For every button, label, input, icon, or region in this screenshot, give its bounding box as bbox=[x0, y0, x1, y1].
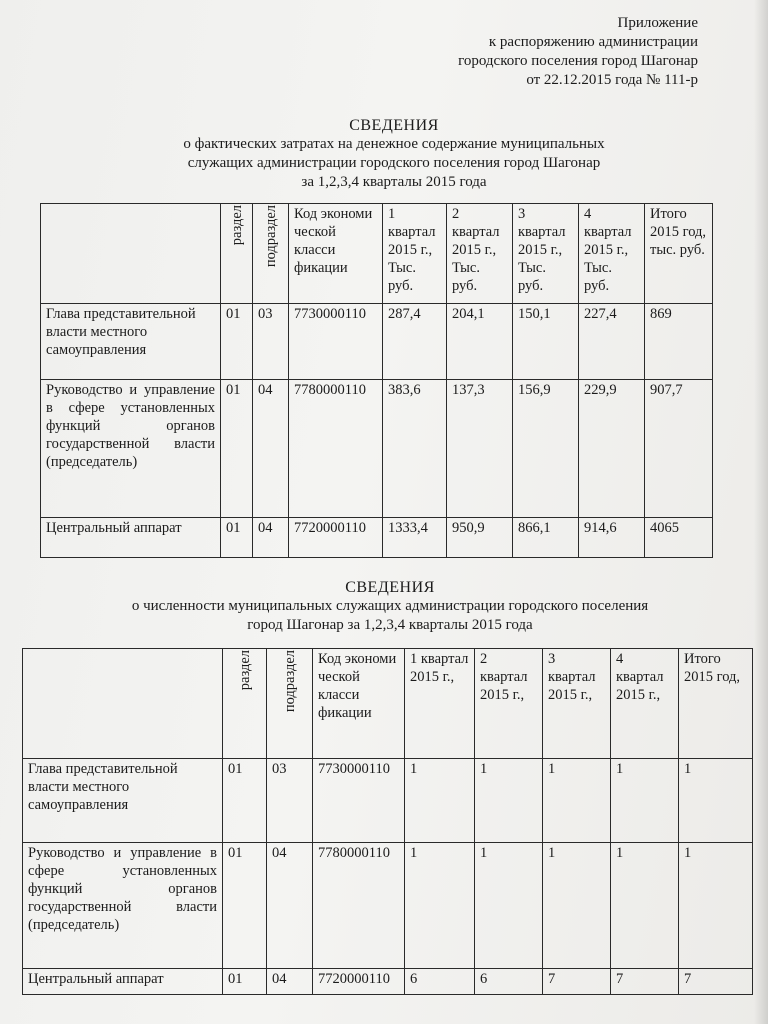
row-q2: 137,3 bbox=[447, 380, 513, 518]
row-name: Глава представительной власти местного самоуправления bbox=[23, 759, 223, 843]
row-total: 1 bbox=[679, 759, 753, 843]
section2-heading bbox=[6, 578, 768, 635]
header-subsection-cell bbox=[253, 204, 289, 304]
row-subsection: 04 bbox=[253, 380, 289, 518]
header-q2: 2 квартал 2015 г., Тыс. руб. bbox=[447, 204, 513, 304]
row-code: 7720000110 bbox=[313, 969, 405, 995]
row-q3: 150,1 bbox=[513, 304, 579, 380]
row-subsection: 04 bbox=[267, 969, 313, 995]
row-total: 4065 bbox=[645, 518, 713, 558]
row-q4: 7 bbox=[611, 969, 679, 995]
header-subsection-cell bbox=[267, 649, 313, 759]
row-q1: 383,6 bbox=[383, 380, 447, 518]
row-q3: 1 bbox=[543, 843, 611, 969]
table-row bbox=[23, 843, 753, 969]
table-row bbox=[23, 969, 753, 995]
row-code: 7780000110 bbox=[289, 380, 383, 518]
headcount-table bbox=[22, 648, 753, 995]
table-row bbox=[41, 518, 713, 558]
row-subsection: 03 bbox=[253, 304, 289, 380]
header-section-cell bbox=[221, 204, 253, 304]
row-q4: 914,6 bbox=[579, 518, 645, 558]
header-code: Код экономи ческой класси фикации bbox=[289, 204, 383, 304]
row-q4: 229,9 bbox=[579, 380, 645, 518]
row-name: Глава представительной власти местного самоуправления bbox=[41, 304, 221, 380]
header-q2: 2 квартал 2015 г., bbox=[475, 649, 543, 759]
row-name: Центральный аппарат bbox=[41, 518, 221, 558]
row-q2: 204,1 bbox=[447, 304, 513, 380]
header-name-cell bbox=[23, 649, 223, 759]
header-name-cell bbox=[41, 204, 221, 304]
header-section: раздел bbox=[228, 205, 245, 246]
row-name: Руководство и управление в сфере установленных функций органов государственной власти (председатель) bbox=[23, 843, 223, 969]
row-section: 01 bbox=[223, 759, 267, 843]
header-q3: 3 квартал 2015 г., Тыс. руб. bbox=[513, 204, 579, 304]
header-q1: 1 квартал 2015 г., Тыс. руб. bbox=[383, 204, 447, 304]
appendix-line-2: к распоряжению администрации bbox=[488, 34, 698, 50]
table-row bbox=[41, 380, 713, 518]
row-q1: 1 bbox=[405, 759, 475, 843]
appendix-line-3: городского поселения город Шагонар bbox=[458, 53, 698, 69]
header-q3: 3 квартал 2015 г., bbox=[543, 649, 611, 759]
row-total: 1 bbox=[679, 843, 753, 969]
row-code: 7730000110 bbox=[289, 304, 383, 380]
header-total: Итого 2015 год, тыс. руб. bbox=[645, 204, 713, 304]
header-q4: 4 квартал 2015 г., bbox=[611, 649, 679, 759]
row-q1: 1 bbox=[405, 843, 475, 969]
section1-title: СВЕДЕНИЯ bbox=[349, 117, 439, 134]
row-q1: 6 bbox=[405, 969, 475, 995]
row-name: Центральный аппарат bbox=[23, 969, 223, 995]
header-section-cell bbox=[223, 649, 267, 759]
row-q1: 1333,4 bbox=[383, 518, 447, 558]
appendix-block bbox=[398, 14, 698, 90]
costs-table bbox=[40, 203, 713, 558]
table-header-row bbox=[23, 649, 753, 759]
row-q3: 866,1 bbox=[513, 518, 579, 558]
header-q4: 4 квартал 2015 г., Тыс. руб. bbox=[579, 204, 645, 304]
section1-subtitle-2: служащих администрации городского поселения город Шагонар bbox=[187, 155, 601, 171]
row-name: Руководство и управление в сфере установленных функций органов государственной власти (председатель) bbox=[41, 380, 221, 518]
section1-heading bbox=[10, 116, 768, 192]
row-total: 869 bbox=[645, 304, 713, 380]
row-subsection: 04 bbox=[267, 843, 313, 969]
header-subsection: подраздел bbox=[281, 650, 298, 713]
row-code: 7780000110 bbox=[313, 843, 405, 969]
row-q3: 7 bbox=[543, 969, 611, 995]
row-q2: 1 bbox=[475, 759, 543, 843]
section1-subtitle-3: за 1,2,3,4 кварталы 2015 года bbox=[301, 174, 487, 190]
section2-subtitle-2: город Шагонар за 1,2,3,4 кварталы 2015 года bbox=[247, 617, 533, 633]
row-section: 01 bbox=[221, 380, 253, 518]
section1-subtitle-1: о фактических затратах на денежное содержание муниципальных bbox=[183, 136, 605, 152]
row-section: 01 bbox=[221, 304, 253, 380]
table-header-row bbox=[41, 204, 713, 304]
row-total: 907,7 bbox=[645, 380, 713, 518]
header-subsection: подраздел bbox=[262, 205, 279, 268]
header-section: раздел bbox=[236, 650, 253, 691]
row-code: 7730000110 bbox=[313, 759, 405, 843]
row-q2: 950,9 bbox=[447, 518, 513, 558]
row-q3: 1 bbox=[543, 759, 611, 843]
row-q1: 287,4 bbox=[383, 304, 447, 380]
row-total: 7 bbox=[679, 969, 753, 995]
row-section: 01 bbox=[223, 843, 267, 969]
section2-subtitle-1: о численности муниципальных служащих администрации городского поселения bbox=[131, 598, 649, 614]
appendix-line-4: от 22.12.2015 года № 111-р bbox=[526, 72, 698, 88]
row-code: 7720000110 bbox=[289, 518, 383, 558]
row-subsection: 03 bbox=[267, 759, 313, 843]
row-section: 01 bbox=[221, 518, 253, 558]
table-row bbox=[23, 759, 753, 843]
header-q1: 1 квартал 2015 г., bbox=[405, 649, 475, 759]
row-q4: 1 bbox=[611, 843, 679, 969]
row-section: 01 bbox=[223, 969, 267, 995]
row-q3: 156,9 bbox=[513, 380, 579, 518]
row-subsection: 04 bbox=[253, 518, 289, 558]
row-q4: 227,4 bbox=[579, 304, 645, 380]
header-code: Код экономи ческой класси фикации bbox=[313, 649, 405, 759]
appendix-line-1: Приложение bbox=[617, 15, 698, 31]
header-total: Итого 2015 год, bbox=[679, 649, 753, 759]
page-edge-shadow bbox=[754, 0, 768, 1024]
row-q4: 1 bbox=[611, 759, 679, 843]
section2-title: СВЕДЕНИЯ bbox=[345, 579, 435, 596]
row-q2: 1 bbox=[475, 843, 543, 969]
table-row bbox=[41, 304, 713, 380]
row-q2: 6 bbox=[475, 969, 543, 995]
